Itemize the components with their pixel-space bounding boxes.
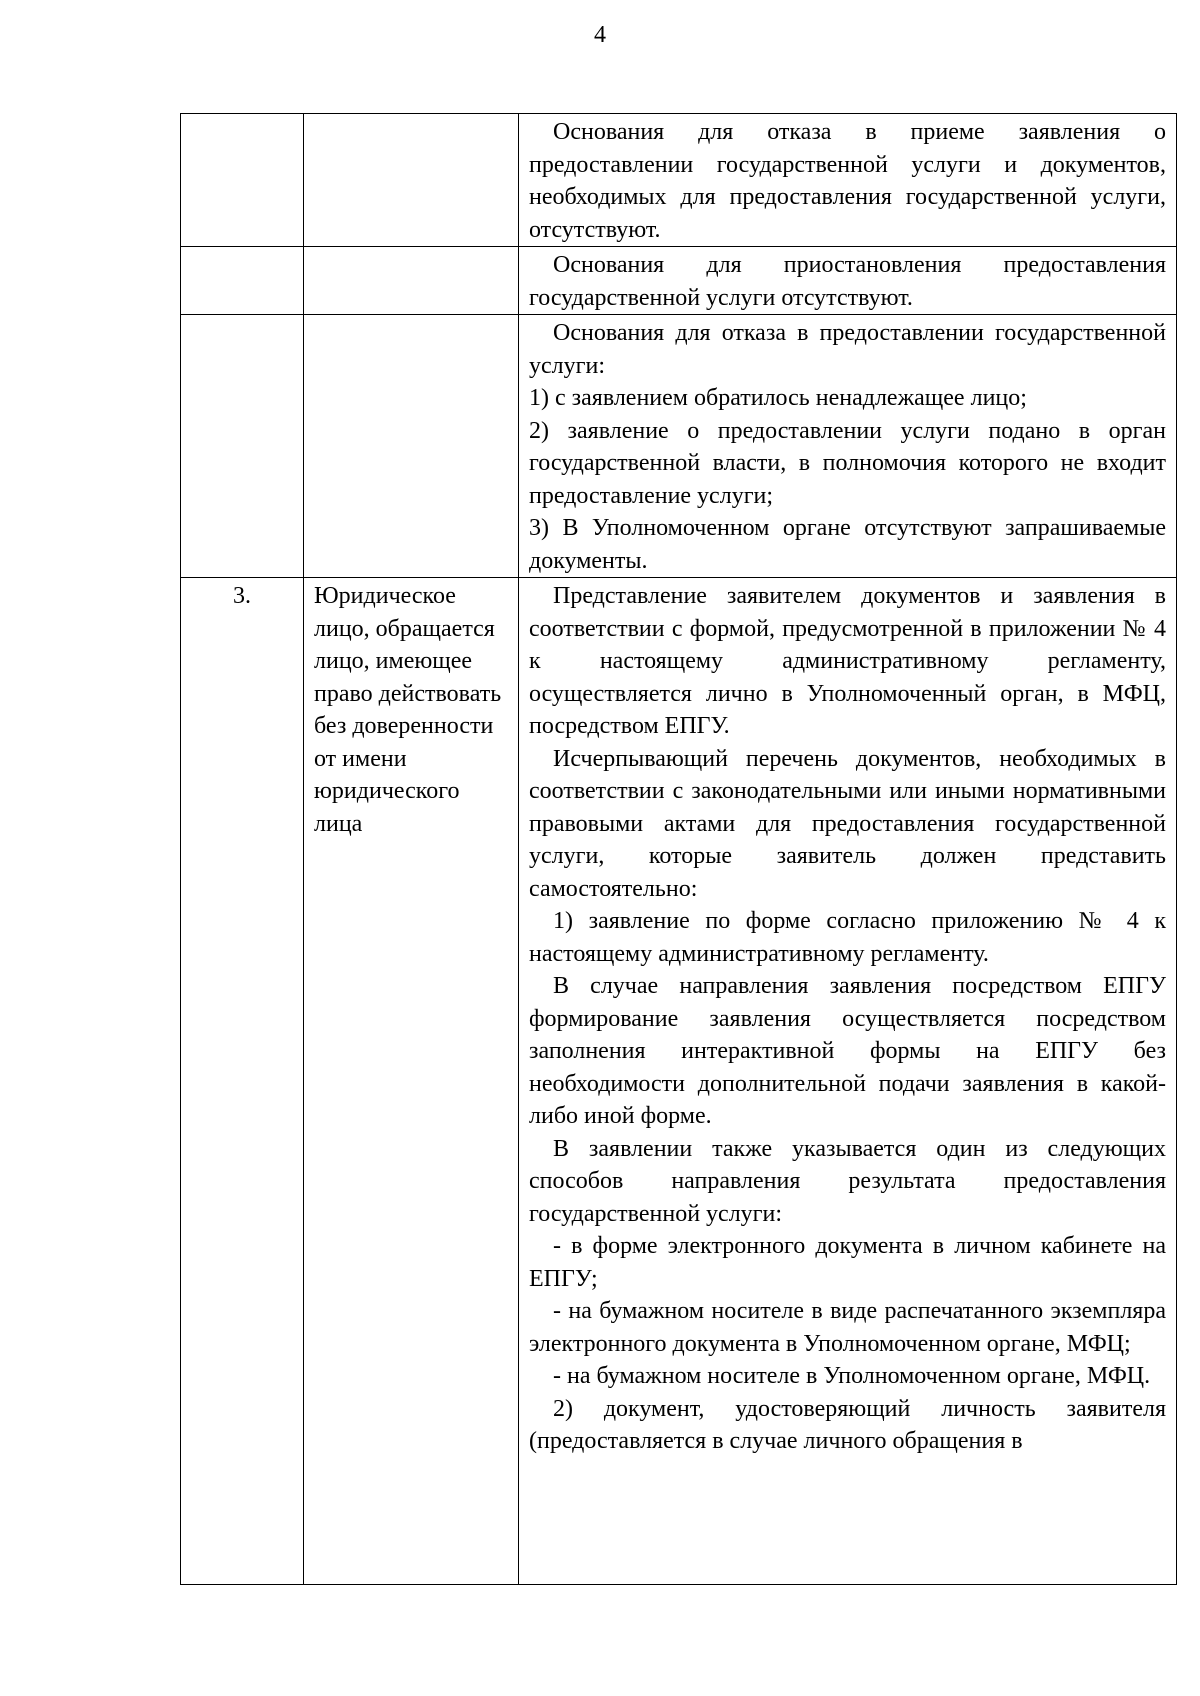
number-cell-empty xyxy=(181,315,304,578)
result-method-item: - в форме электронного документа в личном кабинете на ЕПГУ; xyxy=(529,1233,1166,1292)
row-number: 3. xyxy=(181,578,304,1585)
suspension-paragraph: Основания для приостановления предоставления государственной услуги отсутствуют. xyxy=(529,252,1166,311)
table-row xyxy=(181,315,1177,578)
number-cell-empty xyxy=(181,247,304,315)
refusal-reception-paragraph: Основания для отказа в приеме заявления о предоставлении государственной услуги и документов, необходимых для предоставления государственной услуги, отсутствуют. xyxy=(529,119,1166,243)
refusal-grounds-heading: Основания для отказа в предоставлении государственной услуги: xyxy=(529,320,1166,379)
services-table xyxy=(180,113,1177,1585)
applicant-cell-empty xyxy=(304,247,519,315)
refusal-ground-item: 2) заявление о предоставлении услуги подано в орган государственной власти, в полномочия которого не входит предоставление услуги; xyxy=(529,417,1166,509)
documents-list-paragraph: Исчерпывающий перечень документов, необходимых в соответствии с законодательными или иными нормативными правовыми актами для предоставления государственной услуги, которые заявитель должен представить самостоятельно: xyxy=(529,745,1166,902)
table-row xyxy=(181,114,1177,247)
content-cell xyxy=(519,315,1177,578)
result-method-item: - на бумажном носителе в Уполномоченном органе, МФЦ. xyxy=(553,1363,1151,1389)
refusal-ground-item: 3) В Уполномоченном органе отсутствуют запрашиваемые документы. xyxy=(529,515,1166,574)
number-cell-empty xyxy=(181,114,304,247)
result-method-item: - на бумажном носителе в виде распечатанного экземпляра электронного документа в Уполномоченном органе, МФЦ; xyxy=(529,1298,1166,1357)
table-row xyxy=(181,247,1177,315)
applicant-cell-empty xyxy=(304,315,519,578)
content-cell xyxy=(519,578,1177,1585)
result-method-paragraph: В заявлении также указывается один из следующих способов направления результата предоставления государственной услуги: xyxy=(529,1135,1166,1227)
content-cell xyxy=(519,114,1177,247)
content-cell xyxy=(519,247,1177,315)
refusal-ground-item: 1) с заявлением обратилось ненадлежащее лицо; xyxy=(529,385,1027,411)
submission-paragraph: Представление заявителем документов и заявления в соответствии с формой, предусмотренной в приложении № 4 к настоящему административному регламенту, осуществляется лично в Уполномоченный орган, в МФЦ, посредством ЕПГУ. xyxy=(529,583,1166,739)
applicant-cell-empty xyxy=(304,114,519,247)
epgu-paragraph: В случае направления заявления посредством ЕПГУ формирование заявления осуществляется посредством заполнения интерактивной формы на ЕПГУ без необходимости дополнительной подачи заявления в какой-либо иной форме. xyxy=(529,973,1166,1129)
applicant-category: Юридическое лицо, обращается лицо, имеющее право действовать без доверенности от имени юридического лица xyxy=(304,578,519,1585)
document-item: 2) документ, удостоверяющий личность заявителя (предоставляется в случае личного обращения в xyxy=(529,1395,1166,1454)
table-row xyxy=(181,578,1177,1585)
page-number: 4 xyxy=(594,22,606,48)
document-item: 1) заявление по форме согласно приложению № 4 к настоящему административному регламенту. xyxy=(529,908,1166,967)
